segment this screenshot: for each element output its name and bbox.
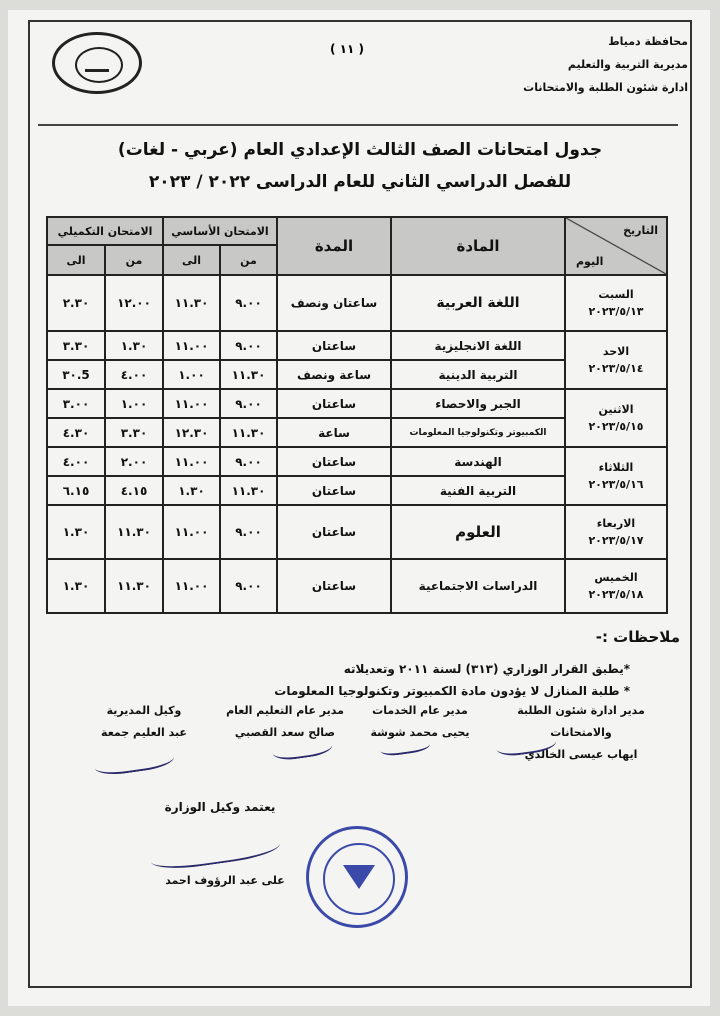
- subject-header: المادة: [391, 217, 565, 275]
- page-subtitle: للفصل الدراسي الثاني للعام الدراسى ٢٠٢٢ / ٢٠٢٣: [148, 172, 572, 192]
- basic-to-cell: ١١.٠٠: [163, 389, 220, 418]
- supplementary-exam-header: الامتحان التكميلي: [47, 217, 163, 245]
- basic-to-header: الى: [163, 245, 220, 275]
- signature-block: [210, 700, 360, 744]
- basic-from-cell: ١١.٣٠: [220, 360, 277, 389]
- supp-to-cell: ٣.٣٠: [47, 331, 105, 360]
- supp-from-cell: ١١.٣٠: [105, 559, 163, 613]
- day-date-cell: الخميس ٢٠٢٣/٥/١٨: [565, 559, 667, 613]
- basic-from-cell: ٩.٠٠: [220, 447, 277, 476]
- divider: [38, 124, 678, 126]
- signature-name: يحيى محمد شوشة: [370, 726, 470, 739]
- duration-cell: ساعة: [277, 418, 391, 447]
- supp-from-header: من: [105, 245, 163, 275]
- basic-to-cell: ١١.٣٠: [163, 275, 220, 331]
- signature-title: مدير عام الخدمات: [372, 704, 468, 717]
- basic-from-cell: ٩.٠٠: [220, 331, 277, 360]
- supp-to-cell: ١.٣٠: [47, 505, 105, 559]
- supp-to-cell: ٢.٣٠: [47, 275, 105, 331]
- day-date-cell: الاحد ٢٠٢٣/٥/١٤: [565, 331, 667, 389]
- ministry-header: [488, 30, 688, 99]
- exam-schedule-table: [46, 216, 668, 614]
- signature-block: [84, 700, 204, 744]
- signature-title: وكيل المديرية: [106, 704, 182, 717]
- subject-cell: الدراسات الاجتماعية: [391, 559, 565, 613]
- basic-from-cell: ١١.٣٠: [220, 476, 277, 505]
- table-row: [47, 447, 667, 476]
- supp-to-cell: 5.٣٠: [47, 360, 105, 389]
- day-date-cell: الاثنين ٢٠٢٣/٥/١٥: [565, 389, 667, 447]
- basic-to-cell: ١١.٠٠: [163, 505, 220, 559]
- supp-from-cell: ١.٠٠: [105, 389, 163, 418]
- duration-cell: ساعتان: [277, 505, 391, 559]
- department-line: ادارة شئون الطلبة والامتحانات: [523, 81, 688, 94]
- basic-from-header: من: [220, 245, 277, 275]
- day-date-cell: الاربعاء ٢٠٢٣/٥/١٧: [565, 505, 667, 559]
- subject-cell: اللغة العربية: [391, 275, 565, 331]
- signature-name: صالح سعد القصبي: [234, 726, 336, 739]
- supp-from-cell: ١٢.٠٠: [105, 275, 163, 331]
- directorate-line: مديرية التربية والتعليم: [567, 58, 688, 71]
- supp-from-cell: ٣.٣٠: [105, 418, 163, 447]
- table-row: [47, 389, 667, 418]
- basic-from-cell: ٩.٠٠: [220, 275, 277, 331]
- supp-from-cell: ٤.٠٠: [105, 360, 163, 389]
- page-title: جدول امتحانات الصف الثالث الإعدادي العام (عربي - لغات): [117, 140, 603, 160]
- basic-to-cell: ١.٣٠: [163, 476, 220, 505]
- duration-cell: ساعتان: [277, 476, 391, 505]
- notes-heading: ملاحظات :-: [595, 628, 680, 646]
- duration-header: المدة: [277, 217, 391, 275]
- basic-exam-header: الامتحان الأساسي: [163, 217, 277, 245]
- supp-to-cell: ٦.١٥: [47, 476, 105, 505]
- basic-to-cell: ١.٠٠: [163, 360, 220, 389]
- duration-cell: ساعة ونصف: [277, 360, 391, 389]
- day-header: اليوم: [576, 255, 604, 268]
- supp-to-cell: ١.٣٠: [47, 559, 105, 613]
- table-row: [47, 275, 667, 331]
- signature-title: مدير عام التعليم العام: [226, 704, 344, 717]
- approval-label: يعتمد وكيل الوزارة: [164, 800, 276, 814]
- duration-cell: ساعتان: [277, 331, 391, 360]
- signature-title: مدير ادارة شئون الطلبة والامتحانات: [517, 704, 645, 739]
- supp-to-cell: ٣.٠٠: [47, 389, 105, 418]
- basic-to-cell: ١٢.٣٠: [163, 418, 220, 447]
- duration-cell: ساعتان ونصف: [277, 275, 391, 331]
- basic-to-cell: ١١.٠٠: [163, 447, 220, 476]
- signature-name: عبد العليم جمعة: [101, 726, 187, 739]
- governorate-line: محافظة دمياط: [608, 35, 688, 48]
- supp-to-header: الى: [47, 245, 105, 275]
- duration-cell: ساعتان: [277, 447, 391, 476]
- subject-cell: الكمبيوتر وتكنولوجيا المعلومات: [391, 418, 565, 447]
- subject-cell: العلوم: [391, 505, 565, 559]
- signature-name: ايهاب عيسى الخالدي: [524, 748, 638, 761]
- subject-cell: اللغة الانجليزية: [391, 331, 565, 360]
- date-day-header: [565, 217, 667, 275]
- table-row: [47, 331, 667, 360]
- official-stamp-icon: [306, 826, 408, 928]
- ministry-logo-icon: [52, 32, 142, 94]
- table-row: [47, 559, 667, 613]
- basic-from-cell: ٩.٠٠: [220, 389, 277, 418]
- supp-to-cell: ٤.٣٠: [47, 418, 105, 447]
- subject-cell: الهندسة: [391, 447, 565, 476]
- duration-cell: ساعتان: [277, 559, 391, 613]
- approval-name: على عبد الرؤوف احمد: [165, 874, 285, 887]
- supp-from-cell: ١.٣٠: [105, 331, 163, 360]
- notes-section: [40, 628, 680, 698]
- date-header: التاريخ: [623, 224, 658, 237]
- basic-from-cell: ٩.٠٠: [220, 559, 277, 613]
- subject-cell: التربية الفنية: [391, 476, 565, 505]
- duration-cell: ساعتان: [277, 389, 391, 418]
- supp-from-cell: ٢.٠٠: [105, 447, 163, 476]
- note-item: * طلبة المنازل لا يؤدون مادة الكمبيوتر وتكنولوجيا المعلومات: [274, 684, 630, 698]
- day-date-cell: الثلاثاء ٢٠٢٣/٥/١٦: [565, 447, 667, 505]
- basic-to-cell: ١١.٠٠: [163, 559, 220, 613]
- note-item: *يطبق القرار الوزاري (٣١٣) لسنة ٢٠١١ وتعديلاته: [343, 662, 630, 676]
- basic-from-cell: ١١.٣٠: [220, 418, 277, 447]
- subject-cell: الجبر والاحصاء: [391, 389, 565, 418]
- supp-to-cell: ٤.٠٠: [47, 447, 105, 476]
- table-row: [47, 505, 667, 559]
- subject-cell: التربية الدينية: [391, 360, 565, 389]
- supp-from-cell: ١١.٣٠: [105, 505, 163, 559]
- supp-from-cell: ٤.١٥: [105, 476, 163, 505]
- page-number: ( ١١ ): [330, 42, 364, 56]
- basic-to-cell: ١١.٠٠: [163, 331, 220, 360]
- day-date-cell: السبت ٢٠٢٣/٥/١٣: [565, 275, 667, 331]
- basic-from-cell: ٩.٠٠: [220, 505, 277, 559]
